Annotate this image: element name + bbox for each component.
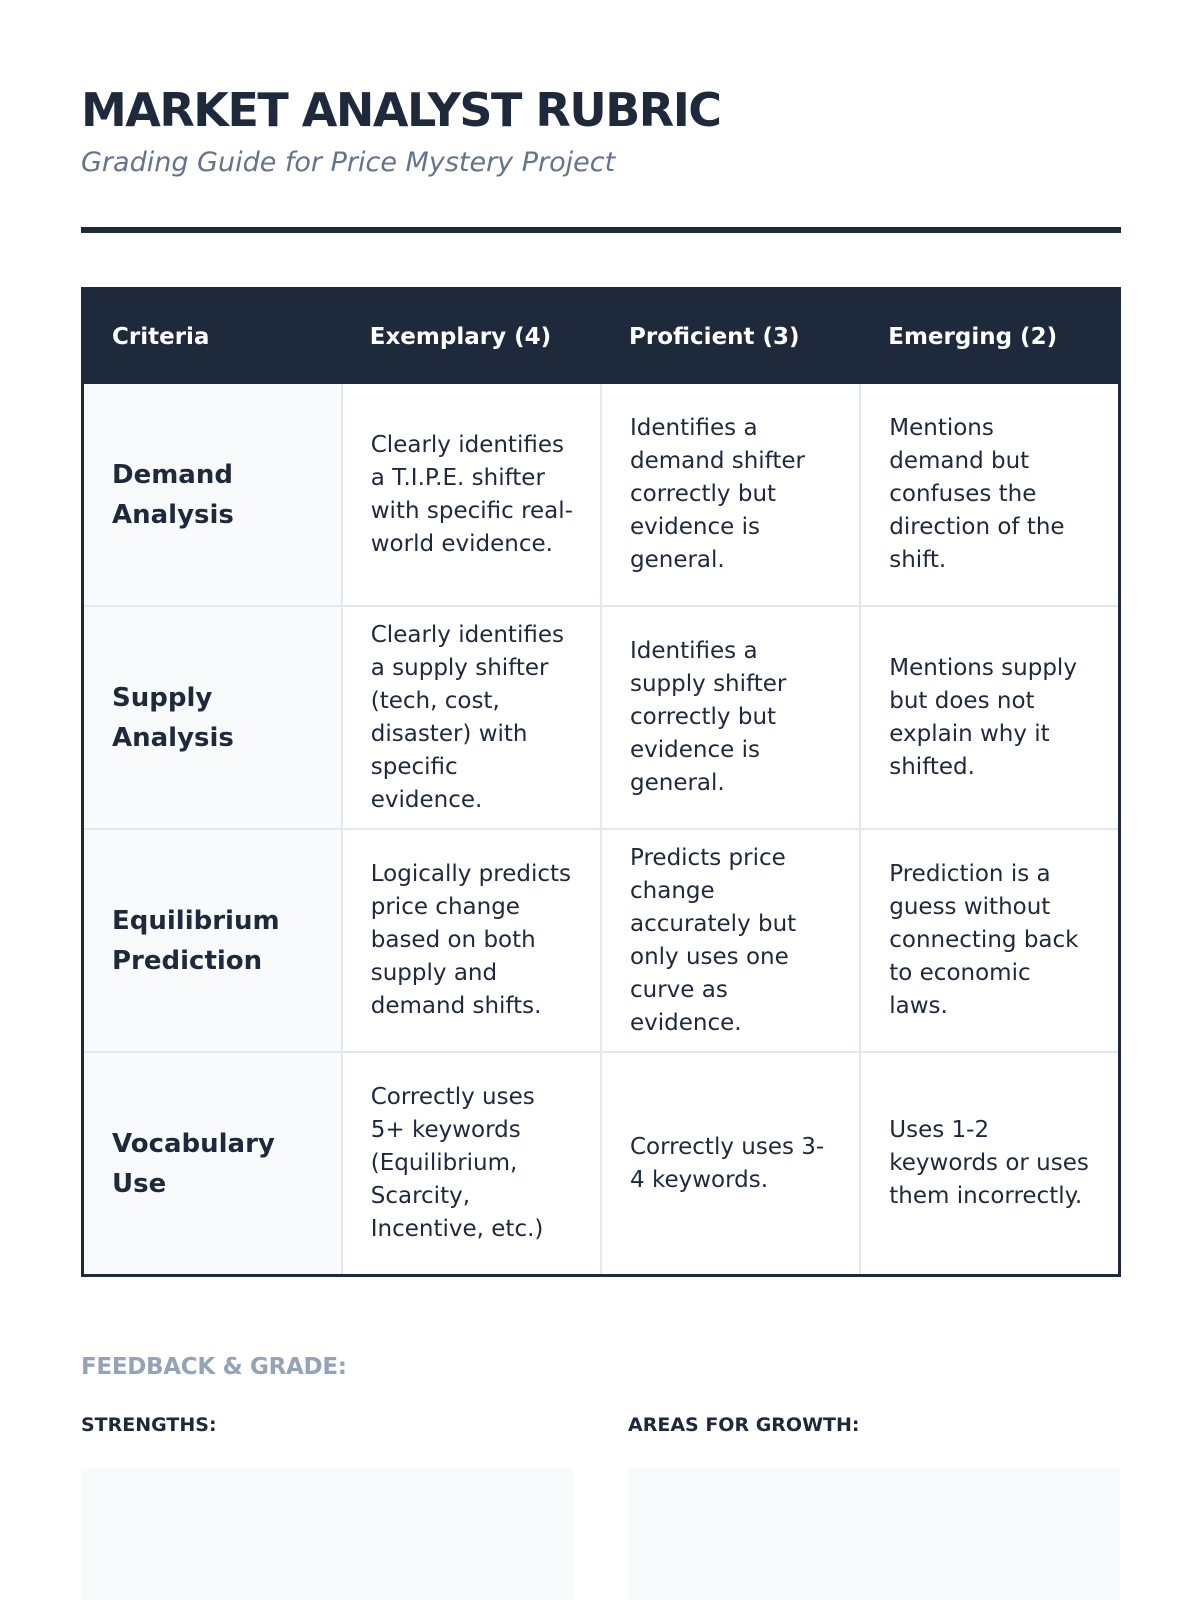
table-row bbox=[83, 384, 1120, 606]
column-header-emerging: Emerging (2) bbox=[860, 289, 1119, 385]
exemplary-cell: Correctly uses 5+ keywords (Equilibrium, Scarcity, Incentive, etc.) bbox=[342, 1052, 601, 1276]
page-subtitle: Grading Guide for Price Mystery Project bbox=[81, 147, 616, 178]
page-title: MARKET ANALYST RUBRIC bbox=[81, 83, 721, 137]
criteria-cell: Equilibrium Prediction bbox=[83, 829, 342, 1052]
exemplary-cell: Clearly identifies a T.I.P.E. shifter with specific real-world evidence. bbox=[342, 384, 601, 606]
table-row bbox=[83, 1052, 1120, 1276]
strengths-box[interactable] bbox=[81, 1468, 573, 1600]
emerging-cell: Mentions demand but confuses the direction of the shift. bbox=[860, 384, 1119, 606]
emerging-cell: Mentions supply but does not explain why it shifted. bbox=[860, 606, 1119, 829]
feedback-heading: FEEDBACK & GRADE: bbox=[81, 1354, 347, 1380]
growth-label: AREAS FOR GROWTH: bbox=[628, 1414, 860, 1436]
emerging-cell: Uses 1-2 keywords or uses them incorrectly. bbox=[889, 1117, 1089, 1209]
strengths-label: STRENGTHS: bbox=[81, 1414, 217, 1436]
column-header-criteria: Criteria bbox=[83, 289, 342, 385]
column-header-proficient: Proficient (3) bbox=[601, 289, 860, 385]
growth-box[interactable] bbox=[628, 1468, 1120, 1600]
column-header-exemplary: Exemplary (4) bbox=[342, 289, 601, 385]
proficient-cell: Identifies a supply shifter correctly but evidence is general. bbox=[601, 606, 860, 829]
proficient-cell: Correctly uses 3-4 keywords. bbox=[601, 1052, 860, 1276]
criteria-cell: Vocabulary Use bbox=[83, 1052, 342, 1276]
exemplary-cell: Clearly identifies a supply shifter (tech, cost, disaster) with specific evidence. bbox=[342, 606, 601, 829]
criteria-cell: Supply Analysis bbox=[83, 606, 342, 829]
table-row bbox=[83, 829, 1120, 1052]
table-row bbox=[83, 606, 1120, 829]
emerging-cell: Prediction is a guess without connecting back to economic laws. bbox=[860, 829, 1119, 1052]
proficient-cell: Predicts price change accurately but only uses one curve as evidence. bbox=[601, 829, 860, 1052]
exemplary-cell: Logically predicts price change based on both supply and demand shifts. bbox=[342, 829, 601, 1052]
proficient-cell: Identifies a demand shifter correctly but evidence is general. bbox=[601, 384, 860, 606]
criteria-cell: Demand Analysis bbox=[83, 384, 342, 606]
title-divider bbox=[81, 227, 1121, 233]
rubric-table bbox=[81, 287, 1121, 1277]
header-row bbox=[83, 289, 1120, 385]
